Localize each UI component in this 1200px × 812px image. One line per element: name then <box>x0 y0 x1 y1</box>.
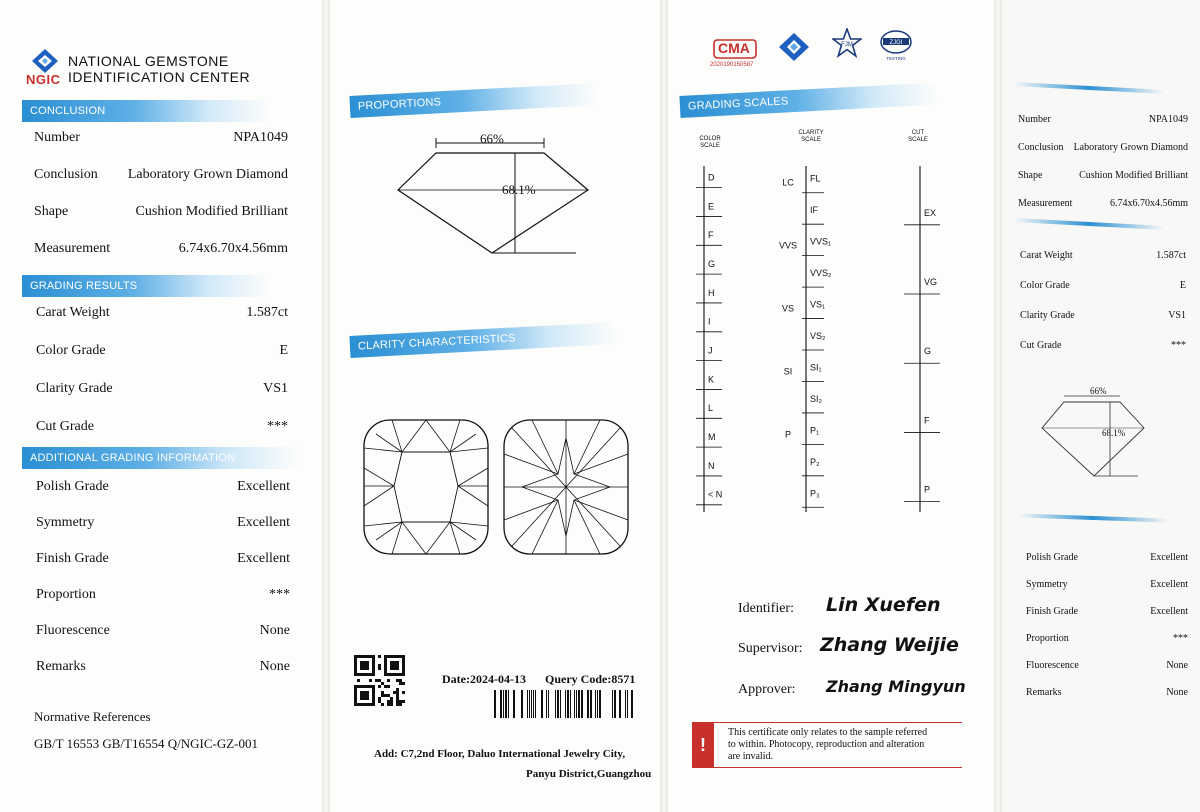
field-label: Polish Grade <box>36 479 109 494</box>
field-value: *** <box>269 587 290 602</box>
field-value: Excellent <box>1150 552 1188 563</box>
org-name-line1: NATIONAL GEMSTONE <box>68 53 229 69</box>
field-value: 6.74x6.70x4.56mm <box>178 241 288 256</box>
field-value: Excellent <box>237 551 290 566</box>
field-label: Measurement <box>1018 198 1073 209</box>
warning-icon: ! <box>692 723 714 767</box>
color-grade-label: K <box>708 374 715 385</box>
color-grade-label: D <box>708 172 715 183</box>
field-label: Shape <box>34 204 69 219</box>
color-grade-label: M <box>708 431 716 442</box>
fold-line <box>322 0 330 812</box>
field-value: None <box>259 659 290 674</box>
address-line2: Panyu District,Guangzhou <box>526 768 652 780</box>
field-value: VS1 <box>1168 310 1186 321</box>
field-label: Fluorescence <box>36 623 110 638</box>
field-label: Remarks <box>36 659 86 674</box>
field-value: Excellent <box>1150 579 1188 590</box>
summary-band-3 <box>1018 513 1168 522</box>
approver-signature: Zhang Mingyun <box>826 677 966 696</box>
crown-view-diagram <box>362 418 490 556</box>
field-label: Symmetry <box>1026 579 1068 590</box>
summary-table-percent: 66% <box>1090 386 1107 396</box>
clarity-grade-label: VVS₁ <box>810 236 832 247</box>
field-label: Cut Grade <box>1020 340 1062 351</box>
supervisor-label: Supervisor: <box>738 641 803 656</box>
field-value: *** <box>1173 633 1188 644</box>
cut-grade-label: G <box>924 346 932 357</box>
field-value: *** <box>1171 340 1186 351</box>
disclaimer-line3: are invalid. <box>728 751 773 762</box>
field-label: Symmetry <box>36 515 95 530</box>
field-value: Laboratory Grown Diamond <box>127 167 288 182</box>
disclaimer-line1: This certificate only relates to the sample referred <box>728 727 928 738</box>
report-right-panel <box>668 0 994 812</box>
field-value: Excellent <box>1150 606 1188 617</box>
field-value: NPA1049 <box>233 130 288 145</box>
ngic-logo-icon <box>30 48 60 74</box>
field-label: Color Grade <box>36 343 106 358</box>
issue-date: Date:2024-04-13 <box>442 672 526 686</box>
cut-grade-label: VG <box>924 277 938 288</box>
color-grade-label: N <box>708 460 715 471</box>
field-value: Cushion Modified Brilliant <box>135 204 288 219</box>
field-value: NPA1049 <box>1148 114 1188 125</box>
cma-number: 2020190150587 <box>710 62 754 68</box>
clarity-grade-label: IF <box>810 205 818 216</box>
color-grade-label: < N <box>708 489 723 500</box>
field-value: Excellent <box>237 515 290 530</box>
depth-percent: 68.1% <box>502 182 536 197</box>
cut-grade-label: EX <box>924 207 937 218</box>
address-line1: Add: C7,2nd Floor, Daluo International Jewelry City, <box>374 748 626 760</box>
field-value: Excellent <box>237 479 290 494</box>
field-label: Remarks <box>1026 687 1062 698</box>
color-grade-label: E <box>708 201 715 212</box>
color-grade-label: J <box>708 345 713 356</box>
clarity-group-label: SI <box>783 366 793 377</box>
clarity-grade-label: VS₁ <box>810 299 826 310</box>
field-label: Fluorescence <box>1026 660 1079 671</box>
field-label: Measurement <box>34 241 111 256</box>
clarity-grade-label: P₃ <box>810 488 820 499</box>
field-value: None <box>1166 687 1188 698</box>
cut-scale-title: CUT <box>911 130 925 136</box>
summary-depth-percent: 68.1% <box>1102 428 1126 438</box>
field-label: Polish Grade <box>1026 552 1078 563</box>
cma-text: CMA <box>718 40 750 56</box>
additional-band: ADDITIONAL GRADING INFORMATION <box>22 447 300 469</box>
field-value: 6.74x6.70x4.56mm <box>1109 198 1188 209</box>
field-value: *** <box>267 419 288 434</box>
summary-band-2 <box>1014 218 1164 230</box>
clarity-scale-title: CLARITY <box>798 130 824 136</box>
clarity-grade-label: VVS₂ <box>810 268 832 279</box>
field-value: VS1 <box>263 381 288 396</box>
field-value: 1.587ct <box>246 305 288 320</box>
grading-scales-chart <box>688 124 978 524</box>
conclusion-band: CONCLUSION <box>22 100 270 122</box>
proportions-band: PROPORTIONS <box>349 83 598 118</box>
field-label: Clarity Grade <box>1020 310 1075 321</box>
summary-band-1 <box>1014 82 1164 94</box>
summary-card <box>1002 0 1200 812</box>
references-title: Normative References <box>34 709 151 724</box>
grading-results-band: GRADING RESULTS <box>22 275 270 297</box>
field-label: Proportion <box>36 587 96 602</box>
fold-line <box>660 0 668 812</box>
identifier-signature: Lin Xuefen <box>826 594 941 616</box>
field-value: Laboratory Grown Diamond <box>1073 142 1188 153</box>
references-text: GB/T 16553 GB/T16554 Q/NGIC-GZ-001 <box>34 736 259 751</box>
grading-scales-band: GRADING SCALES <box>679 83 938 118</box>
color-grade-label: I <box>708 316 711 327</box>
org-abbr: NGIC <box>26 72 61 87</box>
color-grade-label: L <box>708 403 714 414</box>
field-value: Cushion Modified Brilliant <box>1079 170 1188 181</box>
cut-grade-label: F <box>924 415 930 426</box>
fjm-text: FJM <box>841 42 853 48</box>
testing-text: TESTING <box>886 56 906 61</box>
color-grade-label: F <box>708 230 714 241</box>
field-label: Proportion <box>1026 633 1069 644</box>
clarity-grade-label: SI₁ <box>810 362 822 373</box>
cut-grade-label: P <box>924 484 931 495</box>
field-label: Carat Weight <box>1020 250 1073 261</box>
field-value: None <box>1166 660 1188 671</box>
query-code: Query Code:8571 <box>545 672 636 686</box>
table-percent: 66% <box>480 131 504 146</box>
proportion-diagram <box>390 128 600 263</box>
field-value: None <box>259 623 290 638</box>
field-label: Shape <box>1018 170 1043 181</box>
identifier-label: Identifier: <box>738 601 794 616</box>
clarity-grade-label: VS₂ <box>810 331 826 341</box>
clarity-grade-label: P₁ <box>810 425 820 436</box>
field-label: Conclusion <box>1018 142 1064 153</box>
field-label: Clarity Grade <box>36 381 113 396</box>
field-label: Cut Grade <box>36 419 94 434</box>
approver-label: Approver: <box>738 682 796 697</box>
report-left-panel <box>0 0 322 812</box>
ngic-mark-icon <box>778 32 810 62</box>
org-name-line2: IDENTIFICATION CENTER <box>68 69 251 85</box>
zjgi-badge-icon <box>878 28 914 64</box>
clarity-group-label: LC <box>782 177 794 188</box>
supervisor-signature: Zhang Weijie <box>820 634 959 656</box>
clarity-group-label: P <box>784 429 792 440</box>
pavilion-view-diagram <box>502 418 630 556</box>
clarity-grade-label: P₂ <box>810 456 820 467</box>
field-value: E <box>1179 280 1186 291</box>
clarity-group-label: VS <box>781 303 795 314</box>
field-label: Finish Grade <box>36 551 109 566</box>
field-label: Conclusion <box>34 167 98 182</box>
color-grade-label: H <box>708 287 715 298</box>
disclaimer-line2: to within. Photocopy, reproduction and alteration <box>728 739 925 750</box>
report-middle-panel <box>330 0 660 812</box>
field-label: Number <box>1018 114 1051 125</box>
field-value: 1.587ct <box>1156 250 1186 261</box>
fjm-star-icon <box>832 28 862 58</box>
barcode <box>492 690 634 718</box>
field-label: Number <box>34 130 80 145</box>
color-grade-label: G <box>708 258 716 269</box>
field-label: Color Grade <box>1020 280 1070 291</box>
summary-proportion-diagram <box>1038 386 1148 480</box>
field-label: Carat Weight <box>36 305 110 320</box>
clarity-grade-label: SI₂ <box>810 393 822 404</box>
color-scale-title: COLOR <box>699 136 721 142</box>
field-value: E <box>279 343 288 358</box>
fold-line <box>994 0 1002 812</box>
cut-scale-title: SCALE <box>908 137 928 143</box>
clarity-scale-title: SCALE <box>801 137 821 143</box>
disclaimer-box <box>692 722 962 768</box>
clarity-grade-label: FL <box>810 173 821 184</box>
clarity-characteristics-band: CLARITY CHARACTERISTICS <box>349 322 618 358</box>
field-label: Finish Grade <box>1026 606 1078 617</box>
clarity-group-label: VVS <box>778 240 798 251</box>
zjgi-text: ZJGI <box>889 40 903 46</box>
color-scale-title: SCALE <box>700 143 720 149</box>
qr-code <box>354 655 406 717</box>
